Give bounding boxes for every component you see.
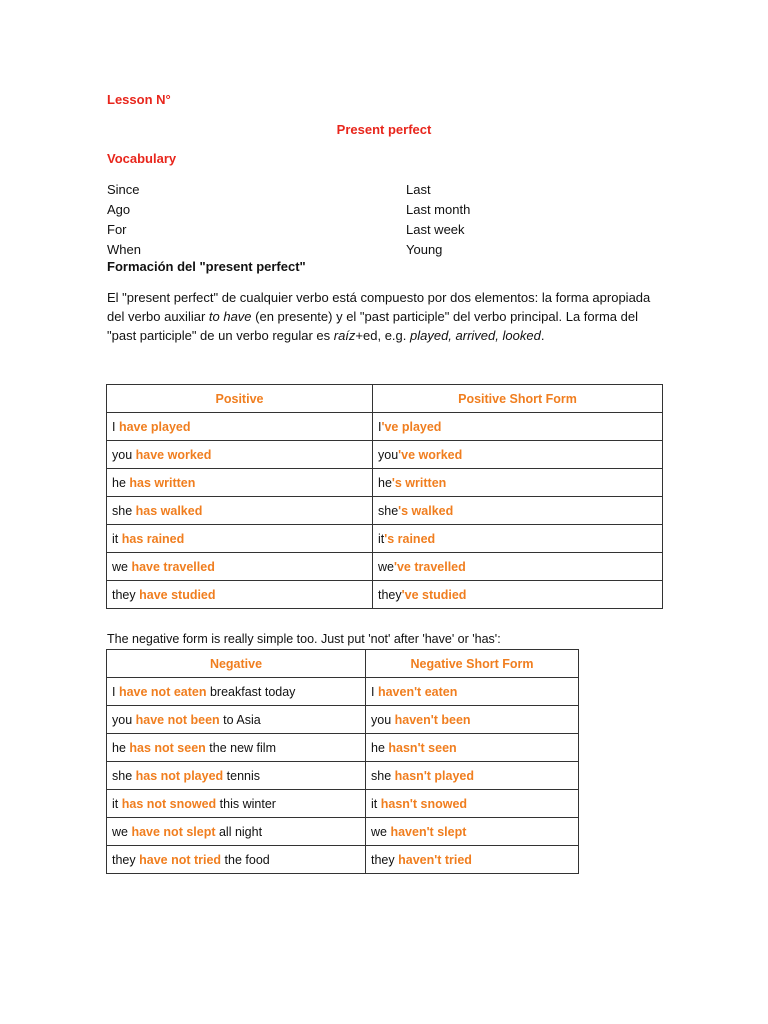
cell-text: you [112, 447, 136, 462]
cell-text: this winter [216, 796, 276, 811]
verb-phrase: hasn't played [394, 768, 475, 783]
table-row [107, 706, 579, 734]
vocabulary-column-left [107, 180, 141, 260]
positive-table [106, 384, 663, 609]
table-cell [366, 762, 579, 790]
verb-phrase: has rained [121, 531, 185, 546]
table-cell [373, 413, 663, 441]
table-cell [373, 497, 663, 525]
paragraph-text: . [540, 328, 545, 343]
table-cell [107, 553, 373, 581]
table-row [107, 413, 663, 441]
cell-text: all night [215, 824, 263, 839]
lesson-number: Lesson N° [107, 92, 171, 107]
column-header-negative: Negative [107, 650, 366, 678]
cell-text: she [378, 503, 399, 518]
table-row [107, 846, 579, 874]
vocab-item: Last month [406, 202, 471, 217]
table-cell [366, 818, 579, 846]
cell-text: it [378, 531, 385, 546]
column-header-positive-short: Positive Short Form [373, 385, 663, 413]
paragraph-italic: to have [208, 309, 252, 324]
vocabulary-heading: Vocabulary [107, 151, 177, 166]
verb-phrase: 've travelled [393, 559, 466, 574]
table-row [107, 818, 579, 846]
verb-phrase: 've worked [398, 447, 463, 462]
verb-phrase: has written [129, 475, 196, 490]
table-cell [107, 469, 373, 497]
table-cell [107, 525, 373, 553]
table-cell [107, 734, 366, 762]
vocab-item: Last week [406, 222, 465, 237]
cell-text: she [371, 768, 395, 783]
cell-text: it [371, 796, 381, 811]
cell-text: I [378, 419, 382, 434]
cell-text: he [378, 475, 392, 490]
table-cell [107, 678, 366, 706]
cell-text: they [112, 852, 140, 867]
cell-text: tennis [223, 768, 261, 783]
column-header-positive: Positive [107, 385, 373, 413]
explanation-paragraph [107, 288, 667, 345]
table-cell [373, 581, 663, 609]
verb-phrase: have studied [139, 587, 216, 602]
table-cell [366, 678, 579, 706]
verb-phrase: have not been [135, 712, 220, 727]
table-header-row [107, 385, 663, 413]
verb-phrase: have travelled [131, 559, 215, 574]
table-row [107, 441, 663, 469]
verb-phrase: have worked [135, 447, 212, 462]
table-cell [366, 706, 579, 734]
cell-text: the new film [205, 740, 276, 755]
verb-phrase: have played [118, 419, 191, 434]
table-cell [373, 441, 663, 469]
verb-phrase: has walked [135, 503, 203, 518]
vocab-item: Young [406, 242, 443, 257]
paragraph-text: El "present perfect" de cualquier verbo está compuesto por dos elementos: la forma apropiada del verbo auxiliar [107, 290, 651, 324]
column-header-negative-short: Negative Short Form [366, 650, 579, 678]
table-row [107, 497, 663, 525]
cell-text: we [378, 559, 394, 574]
cell-text: they [378, 587, 402, 602]
verb-phrase: has not seen [129, 740, 206, 755]
table-cell [366, 846, 579, 874]
table-row [107, 734, 579, 762]
table-row [107, 581, 663, 609]
verb-phrase: 've studied [401, 587, 467, 602]
verb-phrase: has not played [135, 768, 224, 783]
table-row [107, 469, 663, 497]
cell-text: I [112, 419, 119, 434]
cell-text: they [112, 587, 140, 602]
cell-text: to Asia [219, 712, 261, 727]
cell-text: breakfast today [206, 684, 296, 699]
cell-text: she [112, 768, 136, 783]
vocab-item: When [107, 242, 141, 257]
negative-table [106, 649, 579, 874]
paragraph-italic: played, arrived, looked [410, 328, 541, 343]
cell-text: we [112, 824, 132, 839]
verb-phrase: haven't tried [398, 852, 472, 867]
vocab-item: For [107, 222, 127, 237]
table-cell [373, 525, 663, 553]
vocab-item: Ago [107, 202, 131, 217]
cell-text: it [112, 796, 122, 811]
verb-phrase: 's walked [398, 503, 454, 518]
negative-intro: The negative form is really simple too. Just put 'not' after 'have' or 'has': [107, 632, 501, 646]
cell-text: we [371, 824, 391, 839]
table-cell [366, 734, 579, 762]
table-row [107, 553, 663, 581]
table-row [107, 762, 579, 790]
table-cell [107, 441, 373, 469]
cell-text: she [112, 503, 136, 518]
vocabulary-column-right [406, 180, 470, 260]
verb-phrase: have not tried [139, 852, 222, 867]
paragraph-italic: raíz [333, 328, 356, 343]
table-row [107, 525, 663, 553]
verb-phrase: hasn't snowed [380, 796, 468, 811]
table-cell [107, 846, 366, 874]
cell-text: I [112, 684, 119, 699]
verb-phrase: have not slept [131, 824, 216, 839]
verb-phrase: haven't slept [390, 824, 467, 839]
cell-text: he [112, 475, 130, 490]
table-row [107, 678, 579, 706]
vocab-item: Last [406, 182, 431, 197]
paragraph-text: (en presente) y el "past participle" del verbo principal. La forma del "past participle" de un verbo regular es [107, 309, 638, 343]
table-cell [107, 413, 373, 441]
table-cell [373, 469, 663, 497]
cell-text: I [371, 684, 378, 699]
page-title: Present perfect [336, 122, 432, 137]
verb-phrase: have not eaten [118, 684, 207, 699]
verb-phrase: hasn't seen [388, 740, 457, 755]
cell-text: it [112, 531, 122, 546]
table-header-row [107, 650, 579, 678]
cell-text: we [112, 559, 132, 574]
verb-phrase: haven't eaten [377, 684, 458, 699]
table-cell [107, 818, 366, 846]
table-row [107, 790, 579, 818]
verb-phrase: 've played [381, 419, 442, 434]
cell-text: the food [221, 852, 270, 867]
table-cell [107, 706, 366, 734]
cell-text: you [378, 447, 399, 462]
verb-phrase: haven't been [394, 712, 471, 727]
vocab-item: Since [107, 182, 140, 197]
paragraph-text: +ed, e.g. [355, 328, 410, 343]
cell-text: he [371, 740, 389, 755]
formacion-heading: Formación del "present perfect" [107, 259, 306, 274]
table-cell [107, 497, 373, 525]
verb-phrase: has not snowed [121, 796, 217, 811]
table-cell [107, 581, 373, 609]
table-cell [107, 790, 366, 818]
cell-text: you [371, 712, 395, 727]
cell-text: they [371, 852, 399, 867]
verb-phrase: 's written [391, 475, 447, 490]
cell-text: you [112, 712, 136, 727]
table-cell [373, 553, 663, 581]
verb-phrase: 's rained [384, 531, 436, 546]
table-cell [366, 790, 579, 818]
cell-text: he [112, 740, 130, 755]
table-cell [107, 762, 366, 790]
